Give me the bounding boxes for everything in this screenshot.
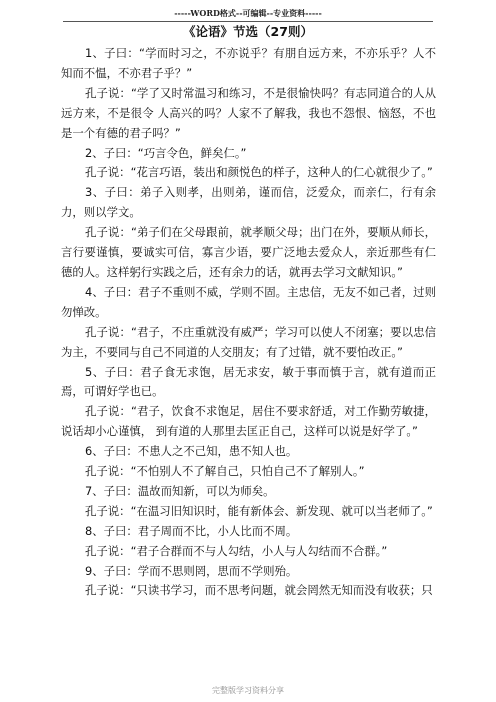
paragraph-2-translation: 孔子说：“花言巧语，装出和颜悦色的样子，这种人的仁心就很少了。”: [85, 165, 433, 180]
paragraph-1-original: 1、子曰：“学而时习之，不亦说乎？有朋自远方来，不亦乐乎？人不知而不愠，不亦君子乎？”: [61, 46, 436, 80]
paragraph-8-translation: 孔子说：“君子合群而不与人勾结，小人与人勾结而不合群。”: [85, 543, 388, 558]
document-body: [61, 44, 436, 601]
page-footer: 完整版学习资料分享: [212, 686, 284, 695]
paragraph-5-translation: 孔子说：“君子，饮食不求饱足，居住不要求舒适，对工作勤劳敏捷，说话却小心谨慎， 到有道的人那里去匡正自己，这样可以说是好学了。”: [61, 404, 436, 439]
paragraph-7-original: 7、子曰：温故而知新，可以为师矣。: [85, 483, 275, 498]
paragraph-1-translation: 孔子说：“学了又时常温习和练习，不是很愉快吗？有志同道合的人从远方来，不是很令 人高兴的吗？人家不了解我，我也不怨恨、恼怒，不也是一个有德的君子吗？”: [61, 85, 436, 140]
paragraph-6-translation: 孔子说：“不怕别人不了解自己，只怕自己不了解别人。”: [85, 464, 365, 479]
paragraph-9-original: 9、子曰：学而不思则罔，思而不学则殆。: [85, 563, 298, 578]
page-header: -----WORD格式--可编辑--专业资料-----: [174, 8, 322, 18]
document-title: 《论语》节选（27则）: [183, 24, 313, 39]
paragraph-2-original: 2、子曰：“巧言令色，鲜矣仁。”: [85, 145, 247, 160]
paragraph-4-original: 4、子曰：君子不重则不威，学则不固。主忠信，无友不如己者，过则勿惮改。: [61, 284, 436, 319]
paragraph-7-translation: 孔子说：“在温习旧知识时，能有新体会、新发现、就可以当老师了。”: [85, 503, 433, 518]
paragraph-8-original: 8、子曰：君子周而不比，小人比而不周。: [85, 523, 298, 538]
paragraph-6-original: 6、子曰：不患人之不己知，患不知人也。: [85, 444, 298, 459]
paragraph-3-translation: 孔子说：“弟子们在父母跟前，就孝顺父母；出门在外，要顺从师长，言行要谨慎，要诚实可信，寡言少语，要广泛地去爱众人，亲近那些有仁德的人。这样躬行实践之后，还有余力的话，就再去学习文献知识。”: [61, 225, 436, 279]
paragraph-5-original: 5、子曰：君子食无求饱，居无求安，敏于事而慎于言，就有道而正焉，可谓好学也已。: [61, 364, 436, 399]
paragraph-3-original: 3、子曰：弟子入则孝，出则弟，谨而信，泛爱众，而亲仁，行有余力，则以学文。: [61, 185, 436, 220]
paragraph-9-translation: 孔子说：“只读书学习，而不思考问题，就会罔然无知而没有收获；只: [85, 583, 433, 598]
paragraph-4-translation: 孔子说：“君子，不庄重就没有威严；学习可以使人不闭塞；要以忠信为主，不要同与自己不同道的人交朋友；有了过错，就不要怕改正。”: [61, 324, 436, 359]
